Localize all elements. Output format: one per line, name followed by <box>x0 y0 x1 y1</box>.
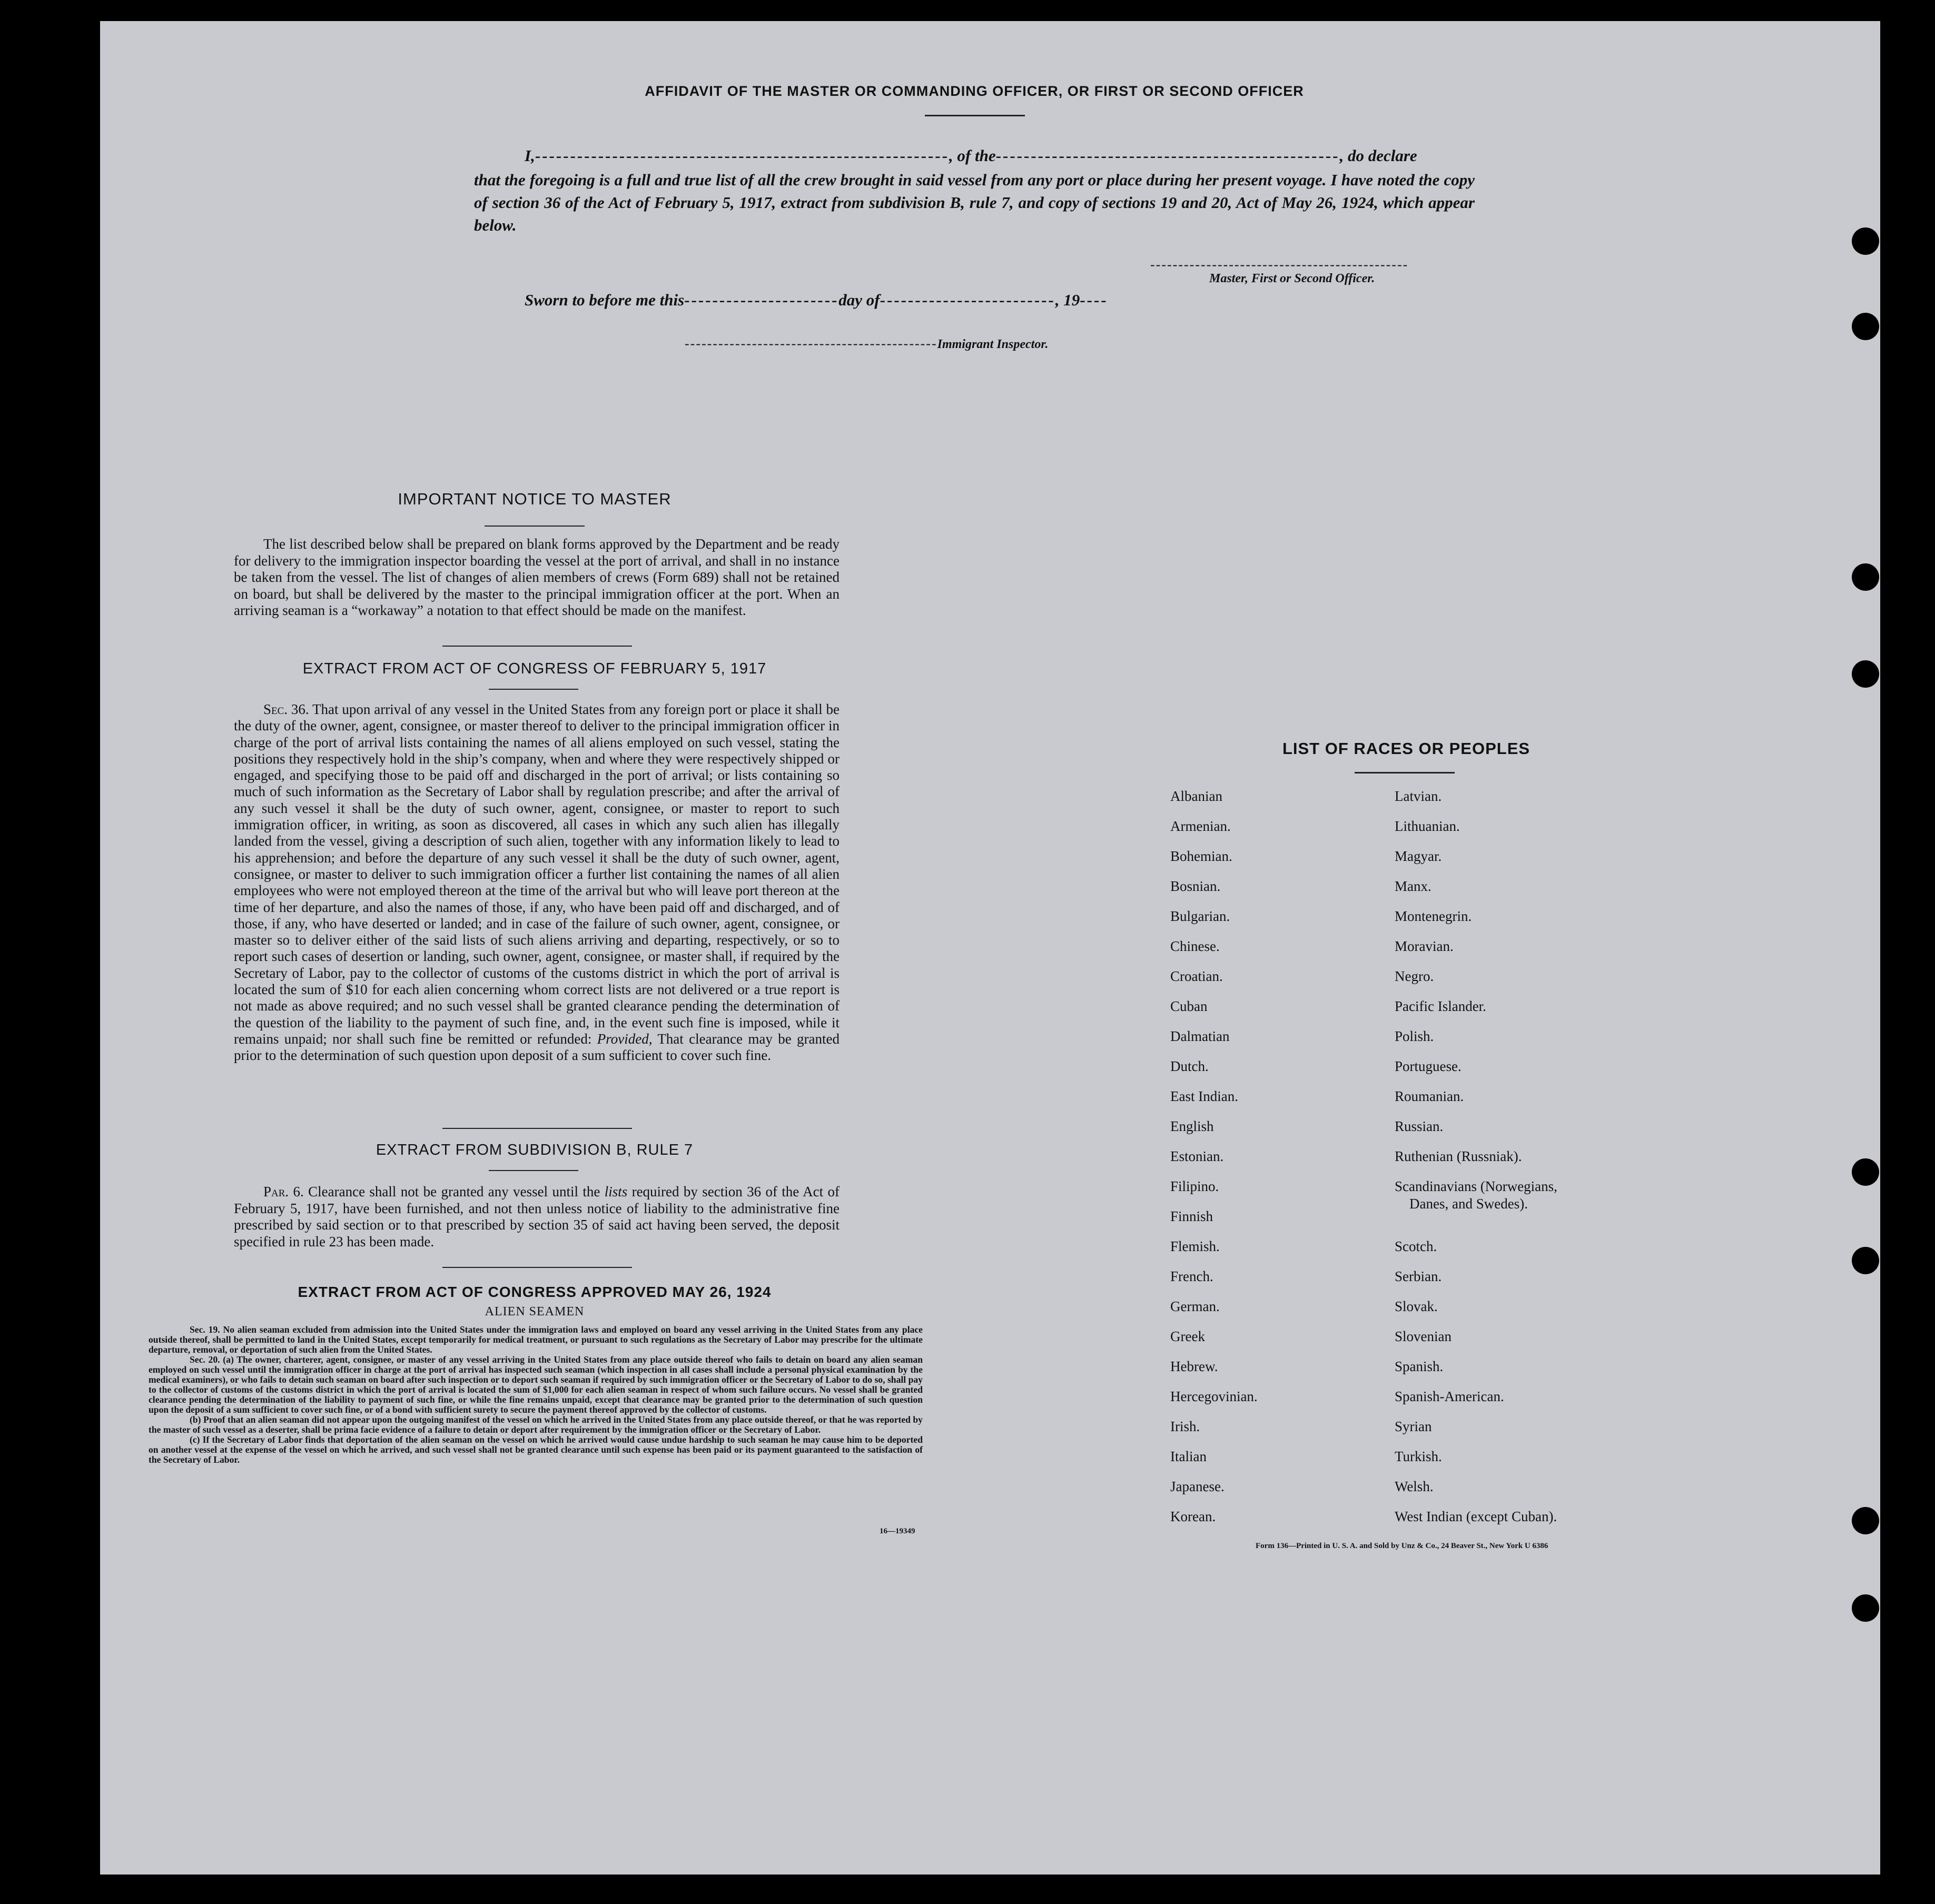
section-19-text: Sec. 19. No alien seaman excluded from admission into the United States under the immigration laws and employed on board any vessel arriving in the United States from any place outside thereof, shall be permitted to land in the United States, except temporarily for medical treatment, or pursuant to such regulations as the Secretary of Labor may prescribe for the ultimate departure, removal, or deportation of such alien from the United States. <box>149 1324 923 1355</box>
master-signature-field[interactable]: ---------------------------------------------- <box>1150 257 1409 272</box>
race-item: Chinese. <box>1170 938 1220 954</box>
rule7-body <box>234 1184 840 1250</box>
inspector-line <box>685 336 1048 352</box>
race-item: Finnish <box>1170 1208 1213 1224</box>
notice-body: The list described below shall be prepared on blank forms approved by the Department and be ready for delivery to the immigration inspector boarding the vessel at the port of arrival, and shall in no instance be taken from the vessel. The list of changes of alien members of crews (Form 689) shall not be retained on board, but shall be delivered by the master to the principal immigration officer at the port. When an arriving seaman is a “workaway” a notation to that effect should be made on the manifest. <box>234 536 840 618</box>
binder-hole <box>1852 563 1879 591</box>
race-item: Latvian. <box>1395 788 1442 804</box>
race-item: French. <box>1170 1268 1213 1284</box>
race-item: Bulgarian. <box>1170 908 1230 924</box>
race-item: Pacific Islander. <box>1395 998 1486 1014</box>
races-left-column <box>1170 781 1258 1532</box>
divider <box>442 1267 632 1268</box>
race-item: Bosnian. <box>1170 878 1221 894</box>
binder-hole <box>1852 1247 1879 1274</box>
race-item: West Indian (except Cuban). <box>1395 1509 1557 1524</box>
paragraph-6-label: Par. 6. <box>263 1184 304 1199</box>
race-item: German. <box>1170 1298 1220 1314</box>
declaration-of-the: , of the <box>949 146 996 165</box>
day-of-text: day of <box>838 291 880 309</box>
race-item: Scotch. <box>1395 1238 1437 1254</box>
binder-hole <box>1852 227 1879 255</box>
race-item: Slovenian <box>1395 1328 1452 1344</box>
race-item: Filipino. <box>1170 1178 1219 1194</box>
binder-hole <box>1852 1507 1879 1534</box>
extract-1924-title: EXTRACT FROM ACT OF CONGRESS APPROVED MAY 26, 1924 <box>298 1284 772 1300</box>
race-item: Roumanian. <box>1395 1088 1464 1104</box>
divider <box>489 1170 578 1171</box>
race-item: Estonian. <box>1170 1148 1224 1164</box>
extract-1917-title: EXTRACT FROM ACT OF CONGRESS OF FEBRUARY 5, 1917 <box>302 660 767 677</box>
year-text: , 19 <box>1055 291 1080 309</box>
sworn-line <box>525 291 1108 310</box>
binder-hole <box>1852 313 1879 340</box>
divider <box>1355 772 1455 774</box>
race-item: Japanese. <box>1170 1479 1225 1494</box>
race-item: Ruthenian (Russniak). <box>1395 1148 1522 1164</box>
extract-1917-body <box>234 701 840 1064</box>
race-item: Moravian. <box>1395 938 1454 954</box>
rule7-text-a: Clearance shall not be granted any vessel until the <box>308 1184 600 1199</box>
vessel-field[interactable]: ------------------------------------------------- <box>995 146 1340 165</box>
binder-hole <box>1852 1594 1879 1622</box>
binder-hole <box>1852 1158 1879 1186</box>
section-36-end: That clearance may be granted prior to the determination of such question upon deposit of a sum sufficient to cover such fine. <box>234 1030 840 1064</box>
extract-1924-body <box>149 1325 923 1465</box>
divider <box>485 525 585 527</box>
section-36-label: Sec. 36. <box>263 701 309 717</box>
race-item: Hercegovinian. <box>1170 1389 1258 1404</box>
race-item: English <box>1170 1118 1214 1134</box>
section-36-text: That upon arrival of any vessel in the United States from any foreign port or place it shall be the duty of the owner, agent, consignee, or master thereof to deliver to the principal immigration officer in charge of the port of arrival lists containing the names of all aliens employed on such vessel, stating the positions they respectively hold in the ship’s company, when and where they were respectively shipped or engaged, and specifying those to be paid off and discharged in the port of arrival; or lists containing so much of such information as the Secretary of Labor shall by regulation prescribe; and after the arrival of any such vessel it shall be the duty of such owner, agent, consignee, or master to report to such immigration officer, in writing, as soon as discovered, all cases in which any such alien has illegally landed from the vessel, giving a description of such alien, together with any information likely to lead to his apprehension; and before the departure of any such vessel it shall be the duty of such owner, agent, consignee, or master to deliver to such immigration officer a further list containing the names of all alien employees who were not employed thereon at the time of the arrival but who will leave port thereon at the time of her departure, and also the names of those, if any, who have been paid off and discharged, and of those, if any, who have deserted or landed; and in case of the failure of such owner, agent, consignee, or master so to deliver either of the said lists of such aliens arriving and departing, respectively, or so to report such cases of desertion or landing, such owner, agent, consignee, or master shall, if required by the Secretary of Labor, pay to the collector of customs of the customs district in which the port of arrival is located the sum of $10 for each alien concerning whom correct lists are not delivered or a true report is not made as above required; and no such vessel shall be granted clearance pending the determination of the question of the liability to the payment of such fine, and, in the event such fine is imposed, while it remains unpaid; nor shall such fine be remitted or refunded: <box>234 701 840 1047</box>
declaration-i: I, <box>525 146 535 165</box>
race-item: Russian. <box>1395 1118 1444 1134</box>
race-item: Italian <box>1170 1449 1207 1464</box>
section-20c-text: (c) If the Secretary of Labor finds that deportation of the alien seaman on the vessel on which he arrived would cause undue hardship to such seaman he may cause him to be deported on another vessel at the expense of the vessel on which he arrived, and such vessel shall not be granted clearance until such expense has been paid or its payment guaranteed to the satisfaction of the Secretary of Labor. <box>149 1434 923 1465</box>
race-item: Polish. <box>1395 1028 1434 1044</box>
race-item: Greek <box>1170 1328 1205 1344</box>
race-item: Danes, and Swedes). <box>1409 1196 1528 1212</box>
race-item: Hebrew. <box>1170 1358 1218 1374</box>
race-item: Irish. <box>1170 1419 1200 1434</box>
race-item: Korean. <box>1170 1509 1216 1524</box>
race-item: Croatian. <box>1170 968 1223 984</box>
divider <box>925 115 1025 116</box>
race-item: Montenegrin. <box>1395 908 1472 924</box>
section-20a-text: Sec. 20. (a) The owner, charterer, agent, consignee, or master of any vessel arriving in the United States from any place outside thereof who fails to detain on board any alien seaman employed on such vessel until the immigration officer in charge at the port of arrival has inspected such seaman (which inspection in all cases shall include a personal physical examination by the medical examiners), or who fails to detain such seaman on board after such inspection or to deport such seaman if required by such immigration officer or the Secretary of Labor to do so, shall pay to the collector of customs of the customs district in which the port of arrival is located the sum of $1,000 for each alien seaman in respect of whom such failure occurs. No vessel shall be granted clearance pending the determination of the liability to payment of such fine, or while the fine remains unpaid, except that clearance may be granted prior to the determination of such question upon the deposit of a sum sufficient to cover such fine, or of a bond with sufficient surety to secure the payment thereof approved by the collector of customs. <box>149 1354 923 1415</box>
rule7-title: EXTRACT FROM SUBDIVISION B, RULE 7 <box>376 1142 694 1158</box>
races-right-column <box>1395 781 1557 1532</box>
sworn-year-field[interactable]: ---- <box>1080 291 1108 309</box>
race-item: Albanian <box>1170 788 1222 804</box>
race-item: East Indian. <box>1170 1088 1238 1104</box>
name-field[interactable]: ----------------------------------------------------------- <box>535 146 949 165</box>
race-item: Armenian. <box>1170 818 1231 834</box>
race-item: Spanish-American. <box>1395 1389 1504 1404</box>
race-item: Slovak. <box>1395 1298 1438 1314</box>
binder-hole <box>1852 660 1879 688</box>
declaration-body: that the foregoing is a full and true list of all the crew brought in said vessel from any port or place during her present voyage. I have noted the copy of section 36 of the Act of February 5, 1917, extract from subdivision B, rule 7, and copy of sections 19 and 20, Act of May 26, 1924, which appear below. <box>474 171 1475 234</box>
race-item: Serbian. <box>1395 1268 1442 1284</box>
divider <box>489 689 578 690</box>
race-item: Spanish. <box>1395 1358 1444 1374</box>
race-item: Magyar. <box>1395 848 1442 864</box>
sworn-day-field[interactable]: ---------------------- <box>684 291 839 309</box>
section-20b-text: (b) Proof that an alien seaman did not appear upon the outgoing manifest of the vessel on which he arrived in the United States from any place outside thereof, or that he was reported by the master of such vessel as a deserter, shall be prima facie evidence of a failure to detain or deport after requirement by the immigration officer or the Secretary of Labor. <box>149 1414 923 1435</box>
master-signature-label: Master, First or Second Officer. <box>1209 272 1375 285</box>
printer-imprint: Form 136—Printed in U. S. A. and Sold by Unz & Co., 24 Beaver St., New York U 6386 <box>1256 1542 1548 1550</box>
races-title: LIST OF RACES OR PEOPLES <box>1282 739 1531 758</box>
provided-text: Provided, <box>597 1030 653 1047</box>
alien-seamen-subtitle: ALIEN SEAMEN <box>485 1305 585 1318</box>
race-item: Bohemian. <box>1170 848 1232 864</box>
declaration-line <box>525 146 1483 165</box>
race-item: Manx. <box>1395 878 1431 894</box>
race-item: Negro. <box>1395 968 1434 984</box>
sworn-text: Sworn to before me this <box>525 291 685 309</box>
race-item: Turkish. <box>1395 1449 1442 1464</box>
inspector-label: Immigrant Inspector. <box>937 338 1049 351</box>
print-code: 16—19349 <box>880 1527 915 1535</box>
declaration-end: , do declare <box>1339 146 1417 165</box>
race-item: Dalmatian <box>1170 1028 1230 1044</box>
rule7-text-b: required by section 36 of the Act of February 5, 1917, have been furnished, and not then unless notice of liability to the administrative fine prescribed by said section or to that prescribed by section 35 of said act having been served, the deposit specified in rule 23 has been made. <box>234 1184 840 1250</box>
race-item: Portuguese. <box>1395 1058 1462 1074</box>
race-item: Flemish. <box>1170 1238 1220 1254</box>
race-item: Scandinavians (Norwegians, <box>1395 1178 1557 1194</box>
race-item: Syrian <box>1395 1419 1432 1434</box>
sworn-month-field[interactable]: ------------------------- <box>880 291 1055 309</box>
race-item: Lithuanian. <box>1395 818 1460 834</box>
divider <box>442 1128 632 1129</box>
notice-title: IMPORTANT NOTICE TO MASTER <box>398 490 672 508</box>
race-item: Welsh. <box>1395 1479 1434 1494</box>
inspector-signature-field[interactable]: --------------------------------------------- <box>685 336 937 351</box>
divider <box>442 646 632 647</box>
race-item: Dutch. <box>1170 1058 1209 1074</box>
affidavit-title: AFFIDAVIT OF THE MASTER OR COMMANDING OFFICER, OR FIRST OR SECOND OFFICER <box>645 83 1304 99</box>
lists-word: lists <box>604 1184 628 1199</box>
race-item: Cuban <box>1170 998 1208 1014</box>
